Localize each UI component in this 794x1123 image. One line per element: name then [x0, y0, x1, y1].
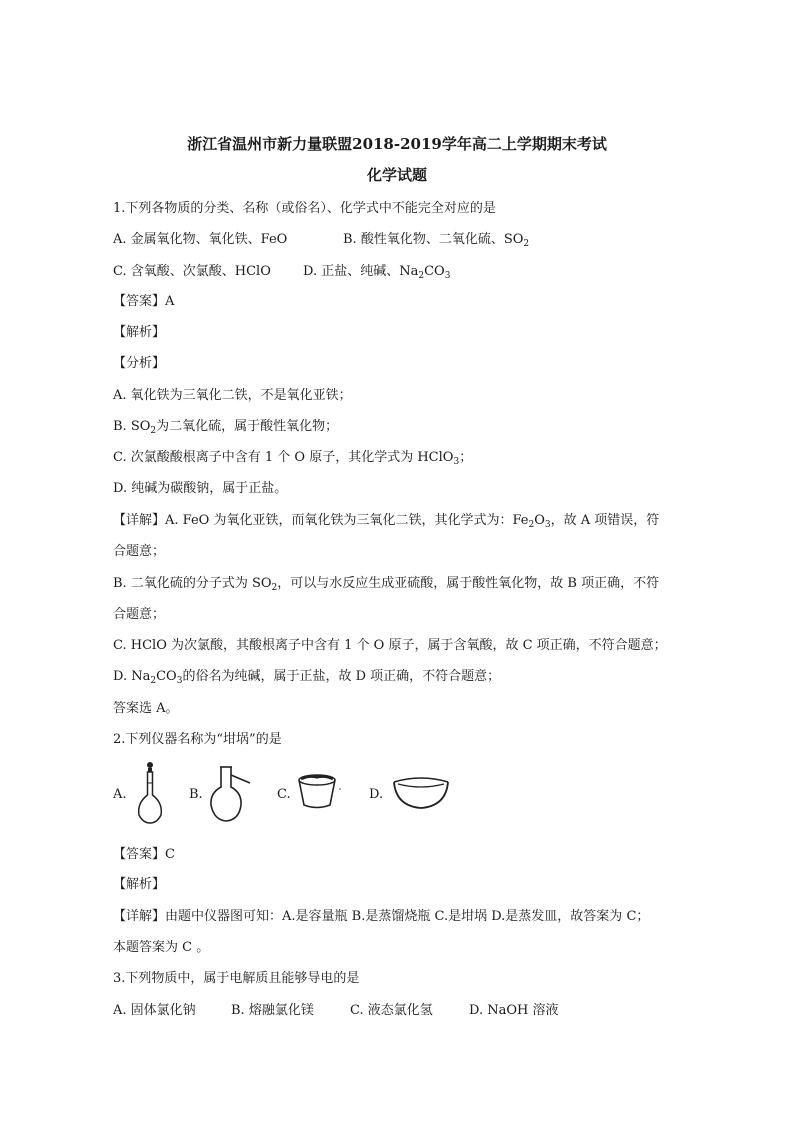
q1-stem: 1.下列各物质的分类、名称（或俗名）、化学式中不能完全对应的是 — [113, 201, 496, 216]
q3-option-c: C. 液态氯化氢 — [350, 1003, 433, 1018]
q1-answer: 【答案】A — [113, 294, 175, 309]
q1-options-ab — [113, 228, 530, 249]
q2-label-c: C. — [277, 787, 291, 802]
q2-label-b: B. — [189, 787, 203, 802]
q1-analysis-b: B. $SO_2$为二氧化硫，属于酸性氧化物； — [113, 419, 339, 436]
q2-answer: 【答案】C — [113, 847, 175, 862]
q1-analysis-heading: 【解析】 — [113, 325, 166, 340]
q1-analysis-a: A. 氧化铁为三氧化二铁，不是氧化亚铁； — [113, 388, 352, 403]
volumetric-flask-icon — [135, 761, 165, 825]
q3-option-a: A. 固体氯化钠 — [113, 1003, 196, 1018]
q1-option-b: B. 酸性氧化物、二氧化硫、$SO_2$ — [343, 232, 530, 249]
exam-subtitle: 化学试题 — [366, 166, 427, 184]
q1-detail-c: C. HClO 为次氯酸，其酸根离子中含有 1 个 O 原子，属于含氧酸，故 C 项正确，不符合题意； — [113, 638, 667, 653]
q2-stem: 2.下列仪器名称为“坩埚”的是 — [113, 732, 282, 747]
q3-option-d: D. NaOH 溶液 — [469, 1003, 559, 1018]
q3-stem: 3.下列物质中，属于电解质且能够导电的是 — [113, 971, 360, 986]
distilling-flask-icon — [208, 765, 252, 823]
q1-detail-b-cont: 合题意； — [113, 607, 166, 622]
q1-detail-d: D. $Na_2CO_3$的俗名为纯碱，属于正盐，故 D 项正确，不符合题意； — [113, 669, 501, 686]
q1-detail-a: 【详解】A. FeO 为氧化亚铁，而氧化铁为三氧化二铁，其化学式为：$Fe_2O_3$，故 A 项错误，符 — [113, 513, 660, 530]
q2-detail-cont: 本题答案为 C 。 — [113, 940, 210, 955]
q1-options-cd — [113, 260, 451, 281]
q3-options — [113, 999, 559, 1018]
q1-detail-a-cont: 合题意； — [113, 544, 166, 559]
q1-analysis-d: D. 纯碱为碳酸钠，属于正盐。 — [113, 481, 288, 496]
q2-detail: 【详解】由题中仪器图可知：A.是容量瓶 B.是蒸馏烧瓶 C.是坩埚 D.是蒸发皿，故答案为 C； — [113, 909, 650, 924]
crucible-icon — [296, 773, 342, 811]
q1-fenxi-heading: 【分析】 — [113, 356, 166, 371]
q2-label-a: A. — [113, 787, 127, 802]
evaporating-dish-icon — [392, 776, 450, 810]
exam-title: 浙江省温州市新力量联盟2018-2019学年高二上学期期末考试 — [187, 135, 607, 153]
q1-detail-b: B. 二氧化硫的分子式为 $SO_2$，可以与水反应生成亚硫酸，属于酸性氧化物，故 B 项正确，不符 — [113, 576, 660, 593]
q1-option-c: C. 含氧酸、次氯酸、HClO — [113, 264, 271, 279]
q2-label-d: D. — [369, 787, 384, 802]
q1-option-a: A. 金属氧化物、氧化铁、FeO — [113, 232, 288, 247]
q3-option-b: B. 熔融氯化镁 — [231, 1003, 314, 1018]
q1-final-answer: 答案选 A。 — [113, 701, 179, 716]
q1-option-d: D. 正盐、纯碱、$Na_2CO_3$ — [303, 264, 451, 281]
q1-analysis-c: C. 次氯酸酸根离子中含有 1 个 O 原子，其化学式为 HClO$_3$； — [113, 450, 473, 467]
q2-analysis-heading: 【解析】 — [113, 877, 166, 892]
